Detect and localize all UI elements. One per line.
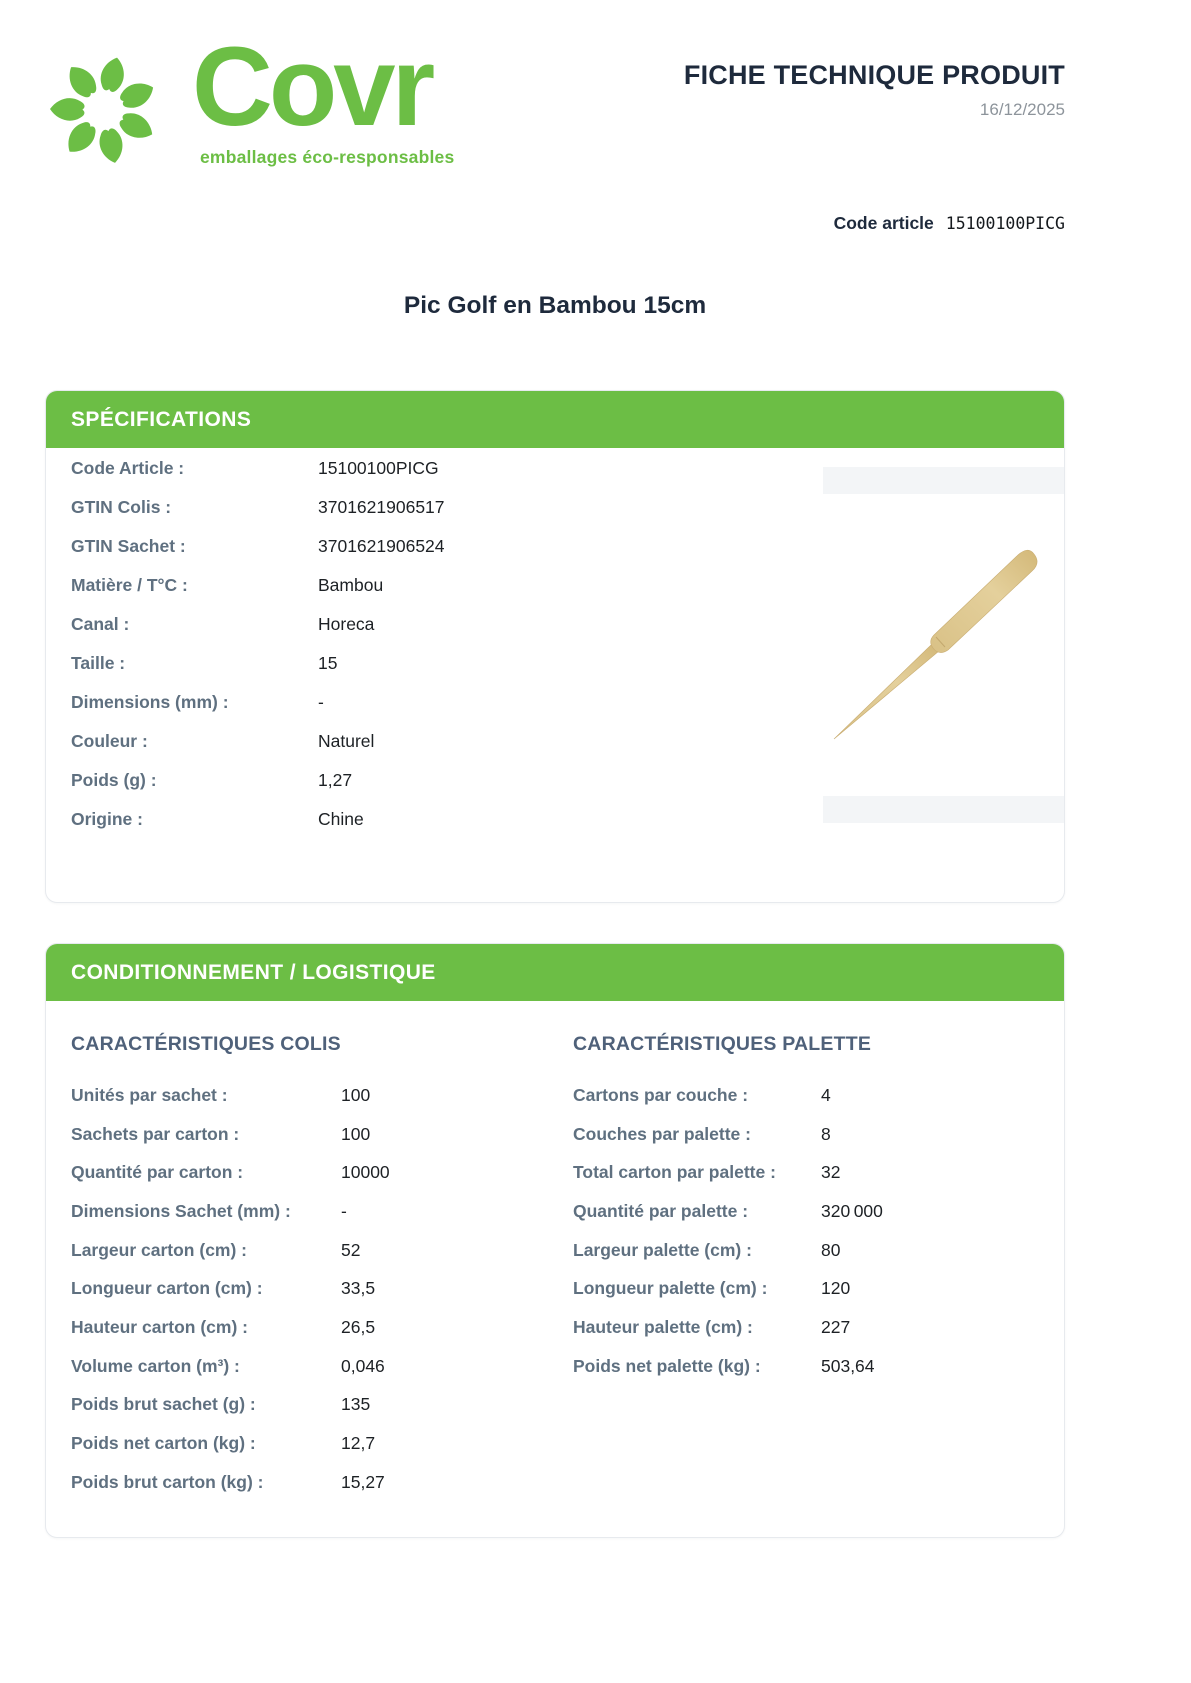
spec-row xyxy=(71,683,731,722)
spec-row xyxy=(71,488,731,527)
logistics-section-title: CONDITIONNEMENT / LOGISTIQUE xyxy=(71,960,436,984)
logistics-card xyxy=(45,943,1065,1538)
spec-row xyxy=(71,605,731,644)
colis-value: 10000 xyxy=(341,1162,390,1183)
bamboo-golf-pick-photo xyxy=(766,451,1064,824)
spec-row xyxy=(71,644,731,683)
palette-subsection-title: CARACTÉRISTIQUES PALETTE xyxy=(573,1033,872,1055)
spec-value: 3701621906517 xyxy=(318,497,445,517)
spec-label: Couleur : xyxy=(71,731,148,751)
spec-value: Naturel xyxy=(318,731,375,751)
spec-value: 3701621906524 xyxy=(318,536,445,556)
palette-value: 80 xyxy=(821,1239,841,1260)
palette-value: 120 xyxy=(821,1278,851,1299)
colis-row xyxy=(71,1308,561,1347)
spec-row xyxy=(71,527,731,566)
colis-value: - xyxy=(341,1200,347,1221)
palette-value: 503,64 xyxy=(821,1355,875,1376)
palette-value: 4 xyxy=(821,1084,831,1105)
colis-row xyxy=(71,1424,561,1463)
palette-label: Couches par palette : xyxy=(573,1123,751,1144)
colis-row xyxy=(71,1192,561,1231)
colis-value: 52 xyxy=(341,1239,361,1260)
spec-value: - xyxy=(318,692,324,712)
spec-label: Canal : xyxy=(71,614,130,634)
colis-value: 100 xyxy=(341,1084,371,1105)
spec-label: Code Article : xyxy=(71,458,185,478)
spec-row xyxy=(71,566,731,605)
code-article-value: 15100100PICG xyxy=(945,214,1065,233)
spec-label: GTIN Sachet : xyxy=(71,536,186,556)
specifications-section-header xyxy=(46,391,1064,448)
document-date: 16/12/2025 xyxy=(979,100,1065,119)
document-header xyxy=(684,60,1065,120)
document-title: FICHE TECHNIQUE PRODUIT xyxy=(683,60,1065,90)
colis-value: 33,5 xyxy=(341,1278,376,1299)
spec-label: Origine : xyxy=(71,809,143,829)
spec-value: Bambou xyxy=(318,575,384,595)
palette-label: Poids net palette (kg) : xyxy=(573,1355,761,1376)
colis-value: 135 xyxy=(341,1394,371,1415)
colis-value: 26,5 xyxy=(341,1316,376,1337)
colis-label: Poids brut sachet (g) : xyxy=(71,1394,256,1415)
colis-label: Volume carton (m³) : xyxy=(71,1355,240,1376)
brand-name: Covr xyxy=(192,24,432,149)
logistics-section-header xyxy=(46,944,1064,1001)
specifications-rows xyxy=(71,449,731,839)
colis-subsection-title: CARACTÉRISTIQUES COLIS xyxy=(71,1033,341,1055)
spec-label: Dimensions (mm) : xyxy=(71,692,229,712)
colis-row xyxy=(71,1115,561,1154)
colis-label: Unités par sachet : xyxy=(71,1084,228,1105)
palette-label: Total carton par palette : xyxy=(573,1162,776,1183)
specifications-card xyxy=(45,390,1065,903)
palette-label: Cartons par couche : xyxy=(573,1084,749,1105)
colis-label: Largeur carton (cm) : xyxy=(71,1239,247,1260)
colis-label: Poids net carton (kg) : xyxy=(71,1433,256,1454)
colis-value: 0,046 xyxy=(341,1355,385,1376)
palette-value: 320 000 xyxy=(821,1200,883,1221)
palette-row xyxy=(573,1231,1043,1270)
palette-row xyxy=(573,1076,1043,1115)
palette-value: 8 xyxy=(821,1123,831,1144)
spec-value: 15100100PICG xyxy=(318,458,439,478)
spec-label: Poids (g) : xyxy=(71,770,157,790)
colis-label: Poids brut carton (kg) : xyxy=(71,1471,264,1492)
colis-label: Quantité par carton : xyxy=(71,1162,244,1183)
colis-rows xyxy=(71,1076,561,1502)
palette-row xyxy=(573,1115,1043,1154)
spec-value: Horeca xyxy=(318,614,375,634)
colis-value: 100 xyxy=(341,1123,371,1144)
palette-label: Largeur palette (cm) : xyxy=(573,1239,752,1260)
palette-row xyxy=(573,1308,1043,1347)
specifications-section-title: SPÉCIFICATIONS xyxy=(71,407,252,431)
spec-label: Matière / T°C : xyxy=(71,575,188,595)
spec-value: Chine xyxy=(318,809,364,829)
colis-row xyxy=(71,1347,561,1386)
palette-row xyxy=(573,1153,1043,1192)
colis-row xyxy=(71,1153,561,1192)
colis-label: Hauteur carton (cm) : xyxy=(71,1316,248,1337)
covr-leaf-logo-icon xyxy=(44,50,164,170)
palette-row xyxy=(573,1347,1043,1386)
colis-row xyxy=(71,1386,561,1425)
code-article-label: Code article xyxy=(833,213,934,233)
spec-value: 15 xyxy=(318,653,338,673)
product-title: Pic Golf en Bambou 15cm xyxy=(403,292,707,319)
spec-row xyxy=(71,761,731,800)
brand-tagline: emballages éco-responsables xyxy=(200,147,455,167)
palette-rows xyxy=(573,1076,1043,1386)
colis-label: Longueur carton (cm) : xyxy=(71,1278,263,1299)
colis-value: 15,27 xyxy=(341,1471,385,1492)
palette-label: Quantité par palette : xyxy=(573,1200,749,1221)
colis-label: Dimensions Sachet (mm) : xyxy=(71,1200,291,1221)
code-article-line xyxy=(834,213,1065,234)
palette-label: Longueur palette (cm) : xyxy=(573,1278,768,1299)
spec-label: GTIN Colis : xyxy=(71,497,172,517)
spec-row xyxy=(71,800,731,839)
spec-row xyxy=(71,722,731,761)
colis-row xyxy=(71,1231,561,1270)
colis-value: 12,7 xyxy=(341,1433,376,1454)
palette-value: 32 xyxy=(821,1162,841,1183)
colis-row xyxy=(71,1463,561,1502)
spec-value: 1,27 xyxy=(318,770,353,790)
palette-row xyxy=(573,1192,1043,1231)
colis-row xyxy=(71,1076,561,1115)
colis-row xyxy=(71,1269,561,1308)
colis-label: Sachets par carton : xyxy=(71,1123,240,1144)
palette-row xyxy=(573,1269,1043,1308)
palette-value: 227 xyxy=(821,1316,851,1337)
palette-label: Hauteur palette (cm) : xyxy=(573,1316,753,1337)
spec-label: Taille : xyxy=(71,653,126,673)
spec-row xyxy=(71,449,731,488)
